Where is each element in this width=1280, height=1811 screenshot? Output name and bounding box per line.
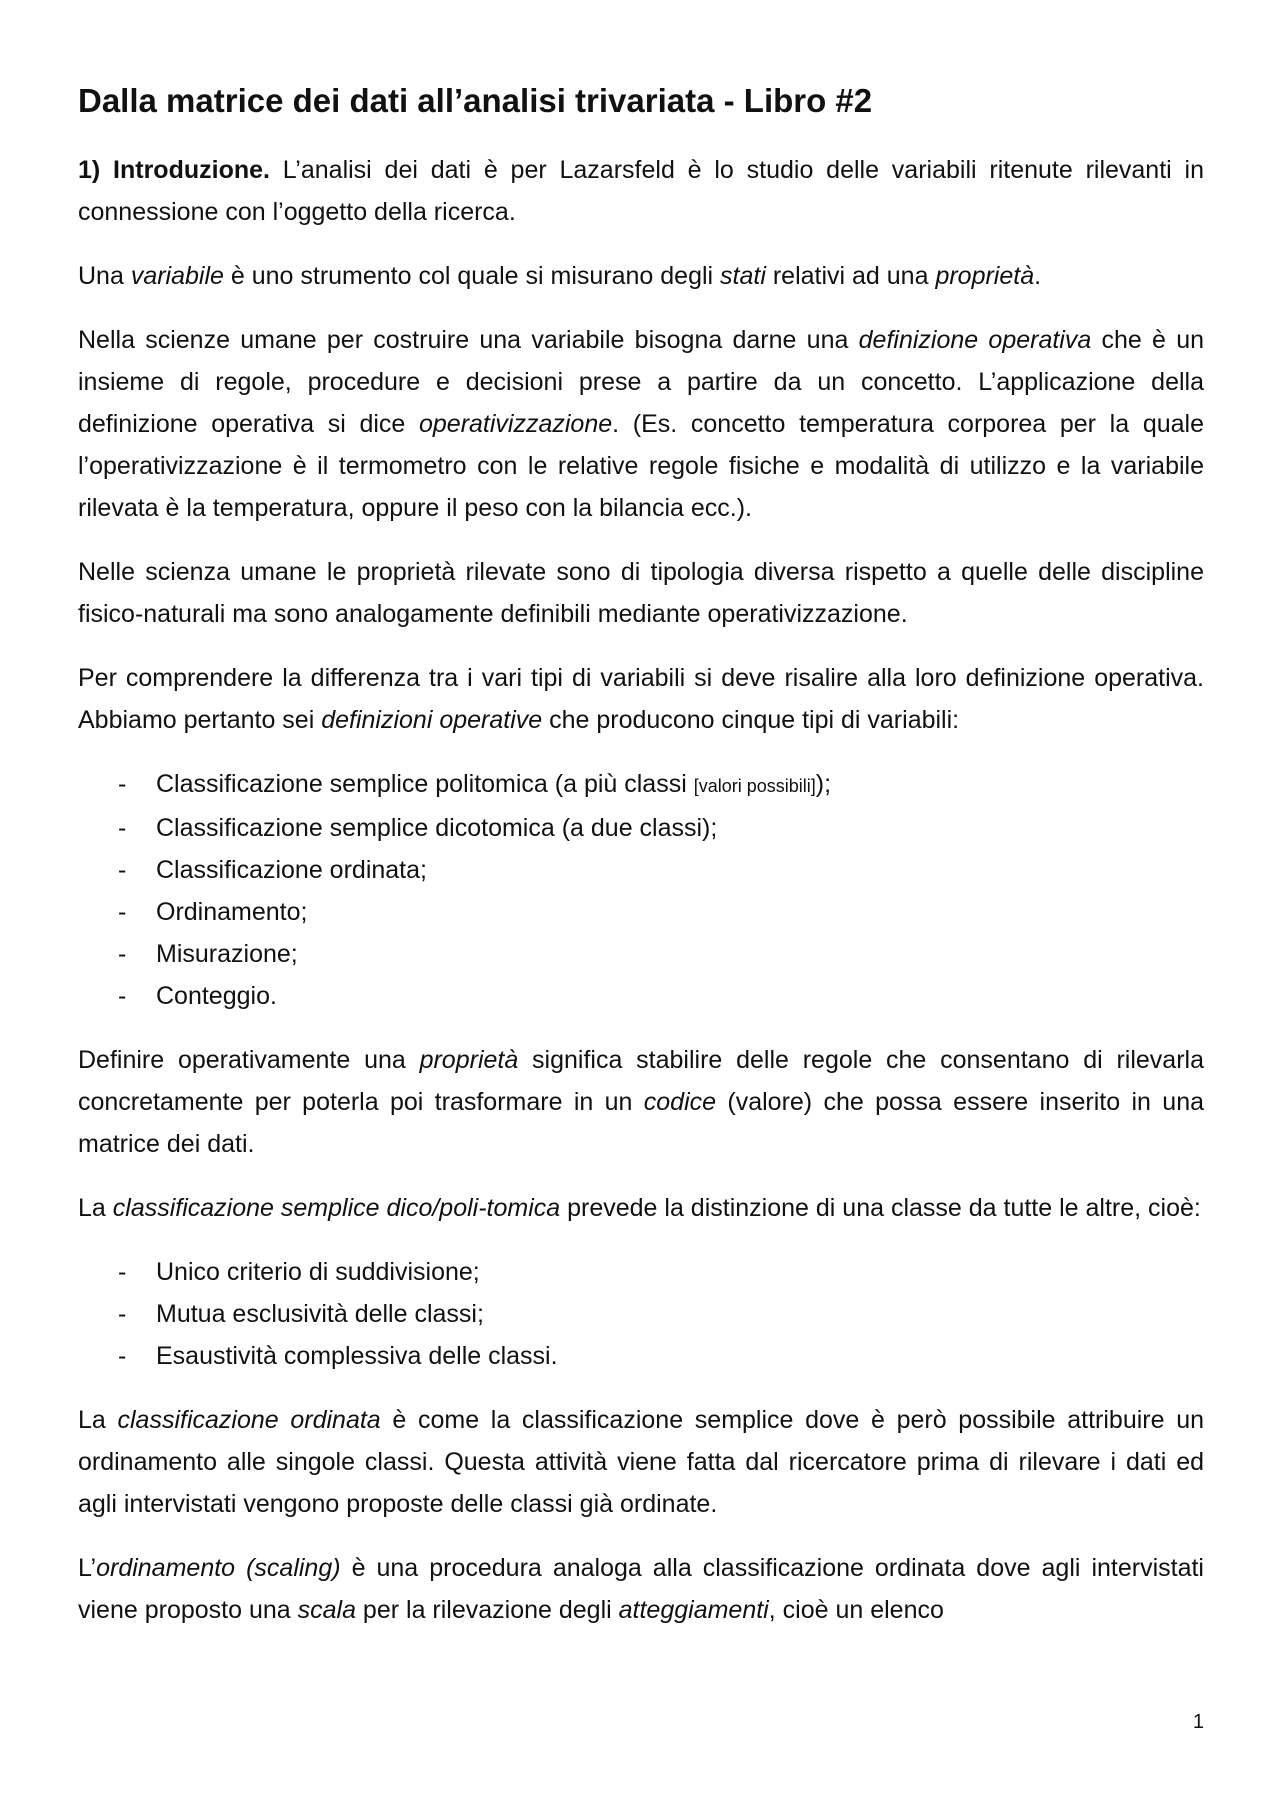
italic-term: scala bbox=[297, 1595, 356, 1624]
dash-bullet: - bbox=[118, 1299, 127, 1328]
paragraph-classificazione-ordinata bbox=[78, 1399, 1204, 1525]
text-run: che producono cinque tipi di variabili: bbox=[542, 705, 960, 734]
list-item-note: [valori possibili] bbox=[693, 775, 816, 796]
dash-bullet: - bbox=[118, 939, 127, 968]
italic-term: definizione operativa bbox=[858, 325, 1092, 354]
dash-bullet: - bbox=[118, 981, 127, 1010]
dash-bullet: - bbox=[118, 813, 127, 842]
italic-term: operativizzazione bbox=[418, 409, 613, 438]
classification-criteria-list bbox=[78, 1251, 1204, 1377]
intro-lead: 1) Introduzione. bbox=[78, 155, 270, 184]
document-page bbox=[78, 80, 1204, 1653]
paragraph-scienze-umane: Nelle scienza umane le proprietà rilevate sono di tipologia diversa rispetto a quelle delle discipline fisico-naturali ma sono analogamente definibili mediante operativizzazione. bbox=[78, 557, 1204, 628]
italic-term: classificazione semplice dico/poli-tomica bbox=[112, 1193, 561, 1222]
text-run: Per comprendere la differenza tra i vari tipi di variabili si deve risalire alla loro definizione operativa. Abbiamo pertanto sei bbox=[78, 663, 1204, 734]
text-run: (valore) che possa essere inserito in una matrice dei dati. bbox=[78, 1087, 1204, 1158]
text-run: significa stabilire delle regole che consentano di rilevarla concretamente per poterla poi trasformare in un bbox=[78, 1045, 1204, 1116]
italic-term: classificazione ordinata bbox=[117, 1405, 381, 1434]
list-item bbox=[118, 891, 1204, 933]
document-title: Dalla matrice dei dati all’analisi trivariata - Libro #2 bbox=[78, 82, 873, 119]
list-item-text: Unico criterio di suddivisione; bbox=[156, 1257, 480, 1286]
italic-term: proprietà bbox=[935, 261, 1035, 290]
intro-text: L’analisi dei dati è per Lazarsfeld è lo studio delle variabili ritenute rilevanti in connessione con l’oggetto della ricerca. bbox=[78, 155, 1204, 226]
list-item bbox=[118, 1293, 1204, 1335]
paragraph-introduction bbox=[78, 149, 1204, 233]
text-run: . bbox=[1034, 261, 1042, 290]
paragraph-variabile bbox=[78, 255, 1204, 297]
text-run: La bbox=[78, 1193, 113, 1222]
dash-bullet: - bbox=[118, 855, 127, 884]
text-run: relativi ad una bbox=[765, 261, 936, 290]
list-item bbox=[118, 807, 1204, 849]
dash-bullet: - bbox=[118, 897, 127, 926]
page-number: 1 bbox=[1192, 1711, 1204, 1733]
list-item-text: Classificazione semplice politomica (a più classi bbox=[156, 769, 694, 798]
paragraph-classificazione-semplice bbox=[78, 1187, 1204, 1229]
text-run: prevede la distinzione di una classe da tutte le altre, cioè: bbox=[560, 1193, 1201, 1222]
paragraph-ordinamento bbox=[78, 1547, 1204, 1631]
list-item bbox=[118, 763, 1204, 807]
list-item-text: Mutua esclusività delle classi; bbox=[156, 1299, 484, 1328]
variable-types-list bbox=[78, 763, 1204, 1017]
list-item-text: Classificazione ordinata; bbox=[156, 855, 427, 884]
italic-term: ordinamento (scaling) bbox=[96, 1553, 341, 1582]
paragraph-definizione-operativa bbox=[78, 319, 1204, 529]
dash-bullet: - bbox=[118, 769, 127, 798]
list-item-text: Conteggio. bbox=[156, 981, 277, 1010]
italic-term: stati bbox=[720, 261, 766, 290]
text-run: Definire operativamente una bbox=[78, 1045, 420, 1074]
list-item bbox=[118, 1335, 1204, 1377]
list-item bbox=[118, 933, 1204, 975]
text-run: per la rilevazione degli bbox=[355, 1595, 619, 1624]
text-run: Nella scienze umane per costruire una variabile bisogna darne una bbox=[78, 325, 859, 354]
text-run: Una bbox=[78, 261, 131, 290]
list-item-text: Ordinamento; bbox=[156, 897, 308, 926]
text-run: La bbox=[78, 1405, 118, 1434]
list-item bbox=[118, 975, 1204, 1017]
text-run: è uno strumento col quale si misurano degli bbox=[223, 261, 721, 290]
dash-bullet: - bbox=[118, 1257, 127, 1286]
text-run: . (Es. concetto temperatura corporea per la quale l’operativizzazione è il termometro con le relative regole fisiche e modalità di utilizzo e la variabile rilevata è la temperatura, oppure il peso con la bilancia ecc.). bbox=[78, 409, 1204, 522]
text-run: è come la classificazione semplice dove è però possibile attribuire un ordinamento alle singole classi. Questa attività viene fatta dal ricercatore prima di rilevare i dati ed agli intervistati vengono proposte delle classi già ordinate. bbox=[78, 1405, 1204, 1518]
list-item-text: ); bbox=[815, 769, 832, 798]
italic-term: proprietà bbox=[419, 1045, 519, 1074]
text-run: , cioè un elenco bbox=[768, 1595, 944, 1624]
paragraph-tipi-variabili bbox=[78, 657, 1204, 741]
italic-term: variabile bbox=[130, 261, 224, 290]
list-item-text: Classificazione semplice dicotomica (a due classi); bbox=[156, 813, 718, 842]
dash-bullet: - bbox=[118, 1341, 127, 1370]
list-item bbox=[118, 849, 1204, 891]
italic-term: definizioni operative bbox=[321, 705, 543, 734]
list-item-text: Misurazione; bbox=[156, 939, 298, 968]
text-run: L’ bbox=[78, 1553, 97, 1582]
text-run: è una procedura analoga alla classificazione ordinata dove agli intervistati viene proposto una bbox=[78, 1553, 1204, 1624]
text-run: che è un insieme di regole, procedure e decisioni prese a partire da un concetto. L’applicazione della definizione operativa si dice bbox=[78, 325, 1205, 438]
italic-term: atteggiamenti bbox=[618, 1595, 769, 1624]
italic-term: codice bbox=[643, 1087, 717, 1116]
list-item-text: Esaustività complessiva delle classi. bbox=[156, 1341, 558, 1370]
list-item bbox=[118, 1251, 1204, 1293]
paragraph-definire-operativamente bbox=[78, 1039, 1204, 1165]
